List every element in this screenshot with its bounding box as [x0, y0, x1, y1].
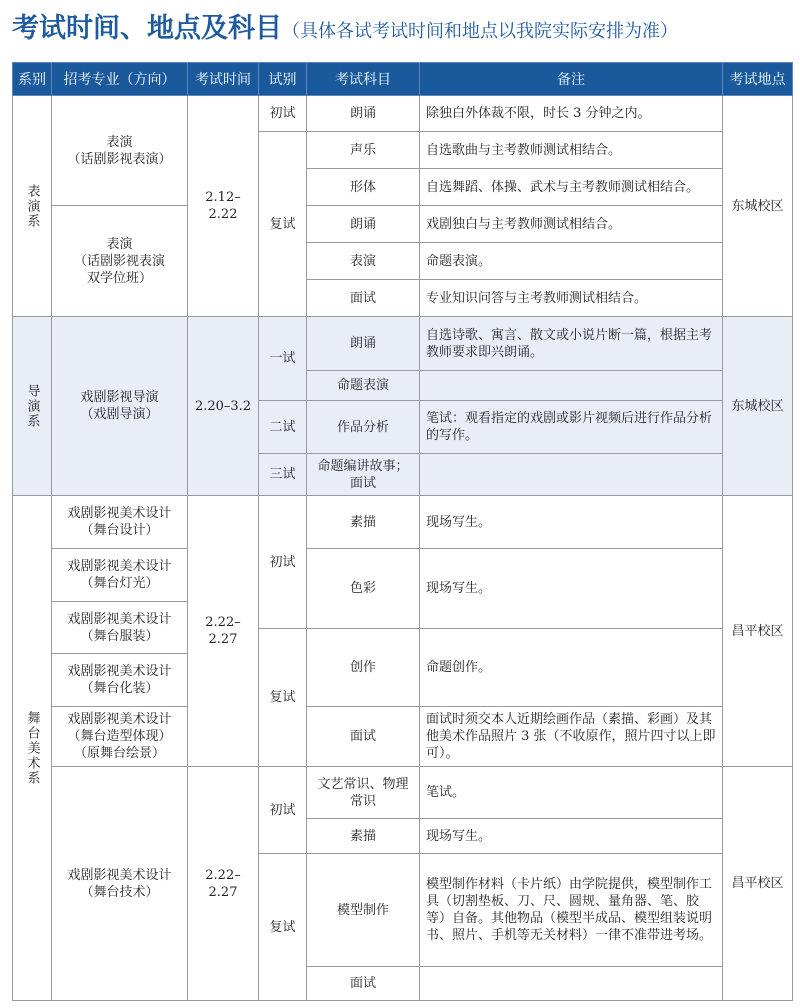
time-cell: 2.20–3.2 [188, 317, 259, 496]
note-cell [420, 371, 723, 401]
subject-cell: 朗诵 [307, 317, 420, 371]
table-row [13, 96, 793, 132]
subject-cell: 创作 [307, 629, 420, 707]
round-cell: 一试 [259, 317, 307, 401]
dept-cell: 表演系 [13, 96, 52, 317]
header-major: 招考专业（方向） [52, 63, 188, 96]
table-row [13, 707, 793, 767]
major-cell: 戏剧影视美术设计 （舞台设计） [52, 496, 188, 549]
title-main: 考试时间、地点及科目 [12, 13, 282, 44]
note-cell [420, 967, 723, 1001]
note-cell: 自选歌曲与主考教师测试相结合。 [420, 132, 723, 169]
subject-cell: 声乐 [307, 132, 420, 169]
subject-cell: 文艺常识、物理 常识 [307, 767, 420, 819]
table-row [13, 317, 793, 371]
note-cell: 现场写生。 [420, 549, 723, 629]
header-round: 试别 [259, 63, 307, 96]
note-cell: 除独白外体裁不限，时长 3 分钟之内。 [420, 96, 723, 132]
location-cell: 东城校区 [723, 317, 793, 496]
subject-cell: 面试 [307, 280, 420, 317]
subject-cell: 素描 [307, 819, 420, 854]
note-cell: 现场写生。 [420, 819, 723, 854]
subject-cell: 命题表演 [307, 371, 420, 401]
note-cell: 戏剧独白与主考教师测试相结合。 [420, 206, 723, 243]
note-cell: 命题创作。 [420, 629, 723, 707]
table-row [13, 496, 793, 549]
time-cell: 2.22–2.27 [188, 767, 259, 1001]
subject-cell: 色彩 [307, 549, 420, 629]
subject-cell: 素描 [307, 496, 420, 549]
round-cell: 二试 [259, 401, 307, 454]
page-title [12, 6, 678, 45]
subject-cell: 朗诵 [307, 206, 420, 243]
table-row [13, 206, 793, 243]
note-cell: 自选舞蹈、体操、武术与主考教师测试相结合。 [420, 169, 723, 206]
note-cell: 笔试：观看指定的戏剧或影片视频后进行作品分析的写作。 [420, 401, 723, 454]
table-row [13, 767, 793, 819]
title-note: （具体各试考试时间和地点以我院实际安排为准） [282, 21, 678, 42]
note-cell: 命题表演。 [420, 243, 723, 280]
header-dept: 系别 [13, 63, 52, 96]
dept-cell: 舞台美术系 [13, 496, 52, 1001]
location-cell: 东城校区 [723, 96, 793, 317]
table-row [13, 549, 793, 602]
major-cell: 表演 （话剧影视表演） [52, 96, 188, 206]
major-cell: 戏剧影视美术设计 （舞台技术） [52, 767, 188, 1001]
note-cell: 面试时须交本人近期绘画作品（素描、彩画）及其他美术作品照片 3 张（不收原作，照片四寸以上即可）。 [420, 707, 723, 767]
table-header [13, 63, 793, 96]
subject-cell: 形体 [307, 169, 420, 206]
round-cell: 复试 [259, 132, 307, 317]
location-cell: 昌平校区 [723, 767, 793, 1001]
header-time: 考试时间 [188, 63, 259, 96]
round-cell: 初试 [259, 96, 307, 132]
subject-cell: 作品分析 [307, 401, 420, 454]
header-subject: 考试科目 [307, 63, 420, 96]
header-location: 考试地点 [723, 63, 793, 96]
major-cell: 表演 （话剧影视表演 双学位班） [52, 206, 188, 317]
header-note: 备注 [420, 63, 723, 96]
note-cell: 模型制作材料（卡片纸）由学院提供，模型制作工具（切割垫板、刀、尺、圆规、量角器、笔、胶等）自备。其他物品（模型半成品、模型组装说明书、照片、手机等无关材料）一律不准带进考场。 [420, 854, 723, 967]
exam-schedule-table [12, 62, 793, 1001]
round-cell: 初试 [259, 496, 307, 629]
round-cell: 初试 [259, 767, 307, 854]
subject-cell: 命题编讲故事； 面试 [307, 454, 420, 496]
major-cell: 戏剧影视美术设计 （舞台灯光） [52, 549, 188, 602]
major-cell: 戏剧影视美术设计 （舞台服装） [52, 602, 188, 654]
round-cell: 复试 [259, 629, 307, 767]
major-cell: 戏剧影视美术设计 （舞台化装） [52, 654, 188, 707]
round-cell: 复试 [259, 854, 307, 1001]
subject-cell: 模型制作 [307, 854, 420, 967]
note-cell [420, 454, 723, 496]
time-cell: 2.12–2.22 [188, 96, 259, 317]
major-cell: 戏剧影视导演 （戏剧导演） [52, 317, 188, 496]
subject-cell: 面试 [307, 967, 420, 1001]
dept-cell: 导演系 [13, 317, 52, 496]
location-cell: 昌平校区 [723, 496, 793, 767]
note-cell: 笔试。 [420, 767, 723, 819]
note-cell: 自选诗歌、寓言、散文或小说片断一篇，根据主考教师要求即兴朗诵。 [420, 317, 723, 371]
subject-cell: 朗诵 [307, 96, 420, 132]
major-cell: 戏剧影视美术设计 （舞台造型体现） （原舞台绘景） [52, 707, 188, 767]
subject-cell: 表演 [307, 243, 420, 280]
round-cell: 三试 [259, 454, 307, 496]
note-cell: 现场写生。 [420, 496, 723, 549]
note-cell: 专业知识问答与主考教师测试相结合。 [420, 280, 723, 317]
subject-cell: 面试 [307, 707, 420, 767]
time-cell: 2.22–2.27 [188, 496, 259, 767]
